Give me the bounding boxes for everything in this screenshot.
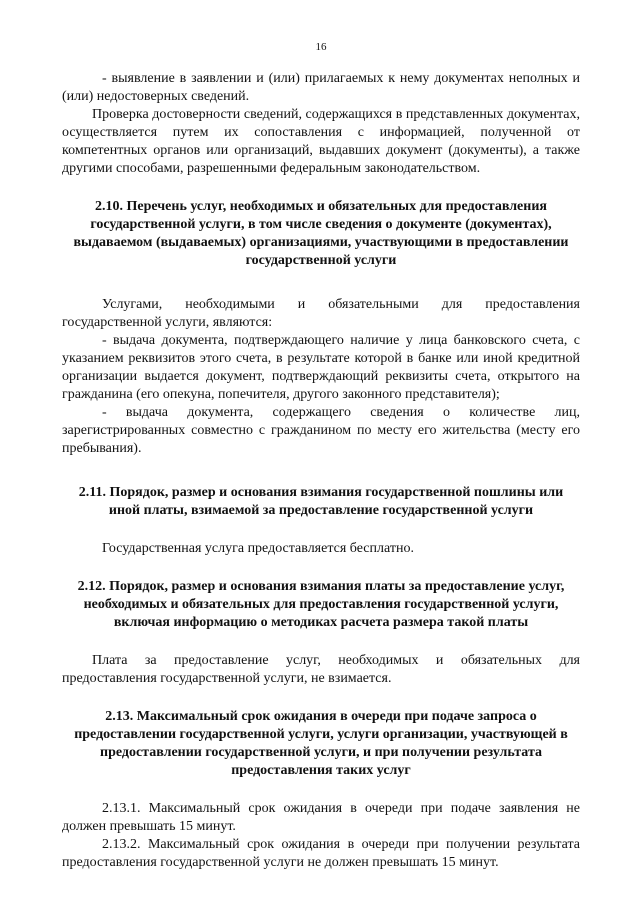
section-2-10-heading: 2.10. Перечень услуг, необходимых и обязательных для предоставления государственной услуги, в том числе сведения о документе (документах), выдаваемом (выдаваемых) организациями, участвующими в предоставлении государственной услуги xyxy=(73,199,569,268)
section-2-13-item-2: 2.13.2. Максимальный срок ожидания в очереди при получении результата предоставления государственной услуги не должен превышать 15 минут. xyxy=(62,837,580,870)
section-2-12-heading: 2.12. Порядок, размер и основания взимания платы за предоставление услуг, необходимых и обязательных для предоставления государственной услуги, включая информацию о методиках расчета размера такой платы xyxy=(77,579,565,630)
page-number: 16 xyxy=(315,41,327,53)
section-2-13-item-1: 2.13.1. Максимальный срок ожидания в очереди при подаче заявления не должен превышать 15 минут. xyxy=(62,801,580,834)
section-2-10-item-residents: - выдача документа, содержащего сведения о количестве лиц, зарегистрированных совместно с гражданином по месту его жительства (месту его пребывания). xyxy=(62,405,580,456)
section-2-11-text: Государственная услуга предоставляется бесплатно. xyxy=(102,541,414,556)
section-2-13-heading: 2.13. Максимальный срок ожидания в очереди при подаче запроса о предоставлении государственной услуги, услуги организации, участвующей в предоставлении государственной услуги, и при получении результата предоставления таких услуг xyxy=(74,709,568,778)
verification-paragraph: Проверка достоверности сведений, содержащихся в представленных документах, осуществляется путем их сопоставления с информацией, полученной от компетентных органов или организаций, выдавших документ (документы), а также другими способами, разрешенными федеральным законодательством. xyxy=(62,107,580,176)
section-2-12-text: Плата за предоставление услуг, необходимых и обязательных для предоставления государственной услуги, не взимается. xyxy=(62,653,580,686)
section-2-11-heading: 2.11. Порядок, размер и основания взимания государственной пошлины или иной платы, взимаемой за предоставление государственной услуги xyxy=(78,485,564,518)
bullet-invalid-documents: - выявление в заявлении и (или) прилагаемых к нему документах неполных и (или) недостоверных сведений. xyxy=(62,71,580,104)
section-2-10-intro: Услугами, необходимыми и обязательными для предоставления государственной услуги, являются: xyxy=(62,297,580,330)
section-2-10-item-bank-account: - выдача документа, подтверждающего наличие у лица банковского счета, с указанием реквизитов этого счета, в результате которой в банке или иной кредитной организации выдается документ, подтверждающий реквизиты счета, открытого на гражданина (его опекуна, попечителя, другого законного представителя); xyxy=(62,333,580,402)
document-page xyxy=(62,40,580,872)
